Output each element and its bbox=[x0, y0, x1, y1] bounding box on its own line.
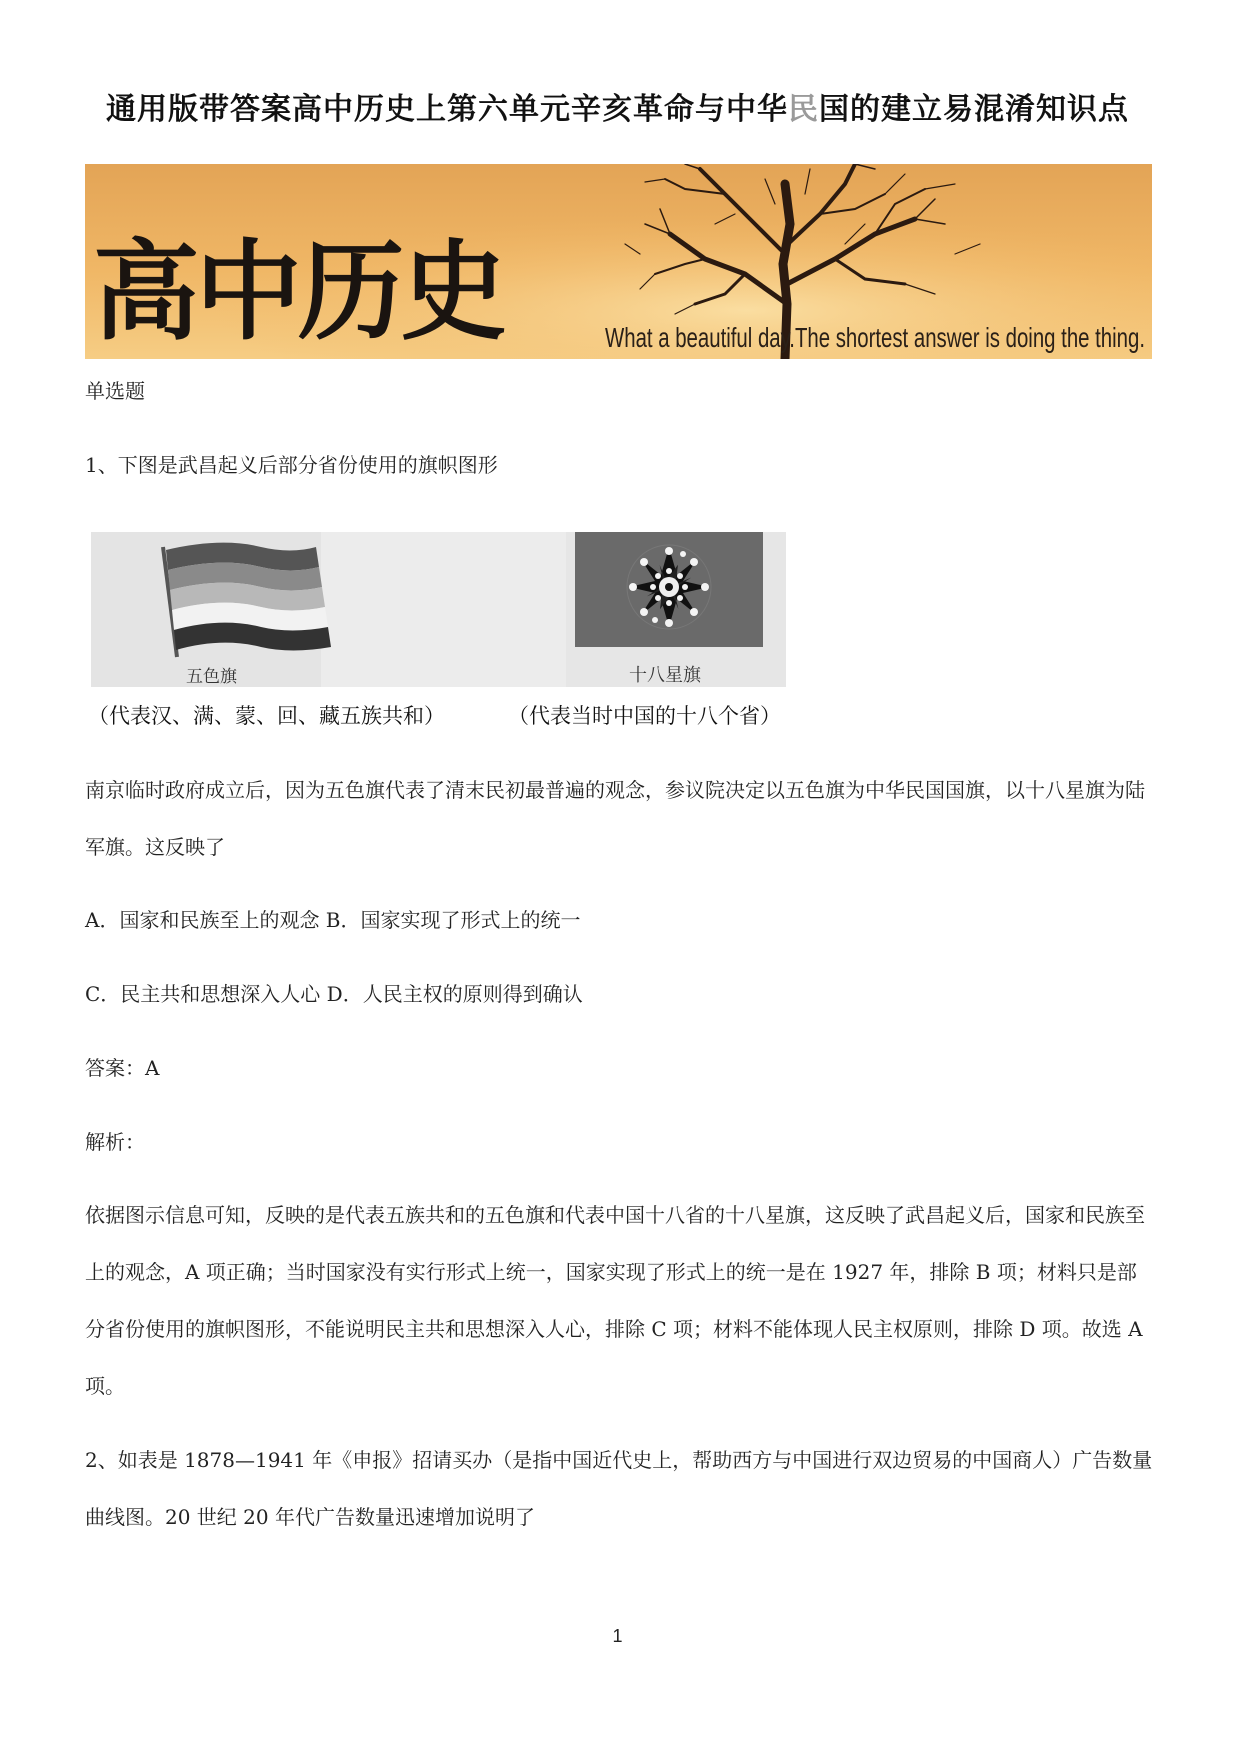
q2-stem: 2、如表是 1878—1941 年《申报》招请买办（是指中国近代史上，帮助西方与中国进行双边贸易的中国商人）广告数量曲线图。20 世纪 20 年代广告数量迅速增加说明了 bbox=[85, 1448, 1153, 1529]
document-title bbox=[0, 84, 1235, 128]
banner-slogan: What a beautiful day.The shortest answer is doing the thing. bbox=[605, 322, 1145, 353]
five-color-flag-label: 五色旗 bbox=[186, 667, 237, 687]
title-text-highlight: 民 bbox=[788, 92, 819, 127]
caption-eighteen-star-flag: （代表当时中国的十八个省） bbox=[508, 704, 781, 728]
q1-options-line-1: A．国家和民族至上的观念 B．国家实现了形式上的统一 bbox=[85, 908, 581, 932]
q1-answer: 答案：A bbox=[85, 1056, 160, 1080]
banner-calligraphy: 高中历史 bbox=[93, 229, 505, 355]
title-text-start: 通用版带答案高中历史上第六单元辛亥革命与中华 bbox=[106, 92, 788, 127]
q1-stem: 1、下图是武昌起义后部分省份使用的旗帜图形 bbox=[85, 453, 498, 477]
q1-options-line-2: C．民主共和思想深入人心 D．人民主权的原则得到确认 bbox=[85, 982, 583, 1006]
q1-analysis-label: 解析： bbox=[85, 1130, 145, 1154]
history-banner-image bbox=[85, 164, 1152, 359]
page-number: 1 bbox=[612, 1626, 623, 1646]
caption-five-color-flag: （代表汉、满、蒙、回、藏五族共和） bbox=[88, 704, 445, 728]
flags-figure bbox=[91, 532, 786, 687]
q1-body: 南京临时政府成立后，因为五色旗代表了清末民初最普遍的观念，参议院决定以五色旗为中华民国国旗，以十八星旗为陆军旗。这反映了 bbox=[85, 778, 1145, 859]
q1-analysis-text: 依据图示信息可知，反映的是代表五族共和的五色旗和代表中国十八省的十八星旗，这反映了武昌起义后，国家和民族至上的观念，A 项正确；当时国家没有实行形式上统一，国家实现了形式上的统一是在 1927 年，排除 B 项；材料只是部分省份使用的旗帜图形，不能说明民主共和思想深入人心，排除 C 项；材料不能体现人民主权原则，排除 D 项。故选 A 项。 bbox=[85, 1203, 1145, 1398]
title-text-end: 国的建立易混淆知识点 bbox=[819, 92, 1129, 127]
question-type-label: 单选题 bbox=[85, 379, 145, 403]
eighteen-star-flag-label: 十八星旗 bbox=[629, 665, 701, 686]
